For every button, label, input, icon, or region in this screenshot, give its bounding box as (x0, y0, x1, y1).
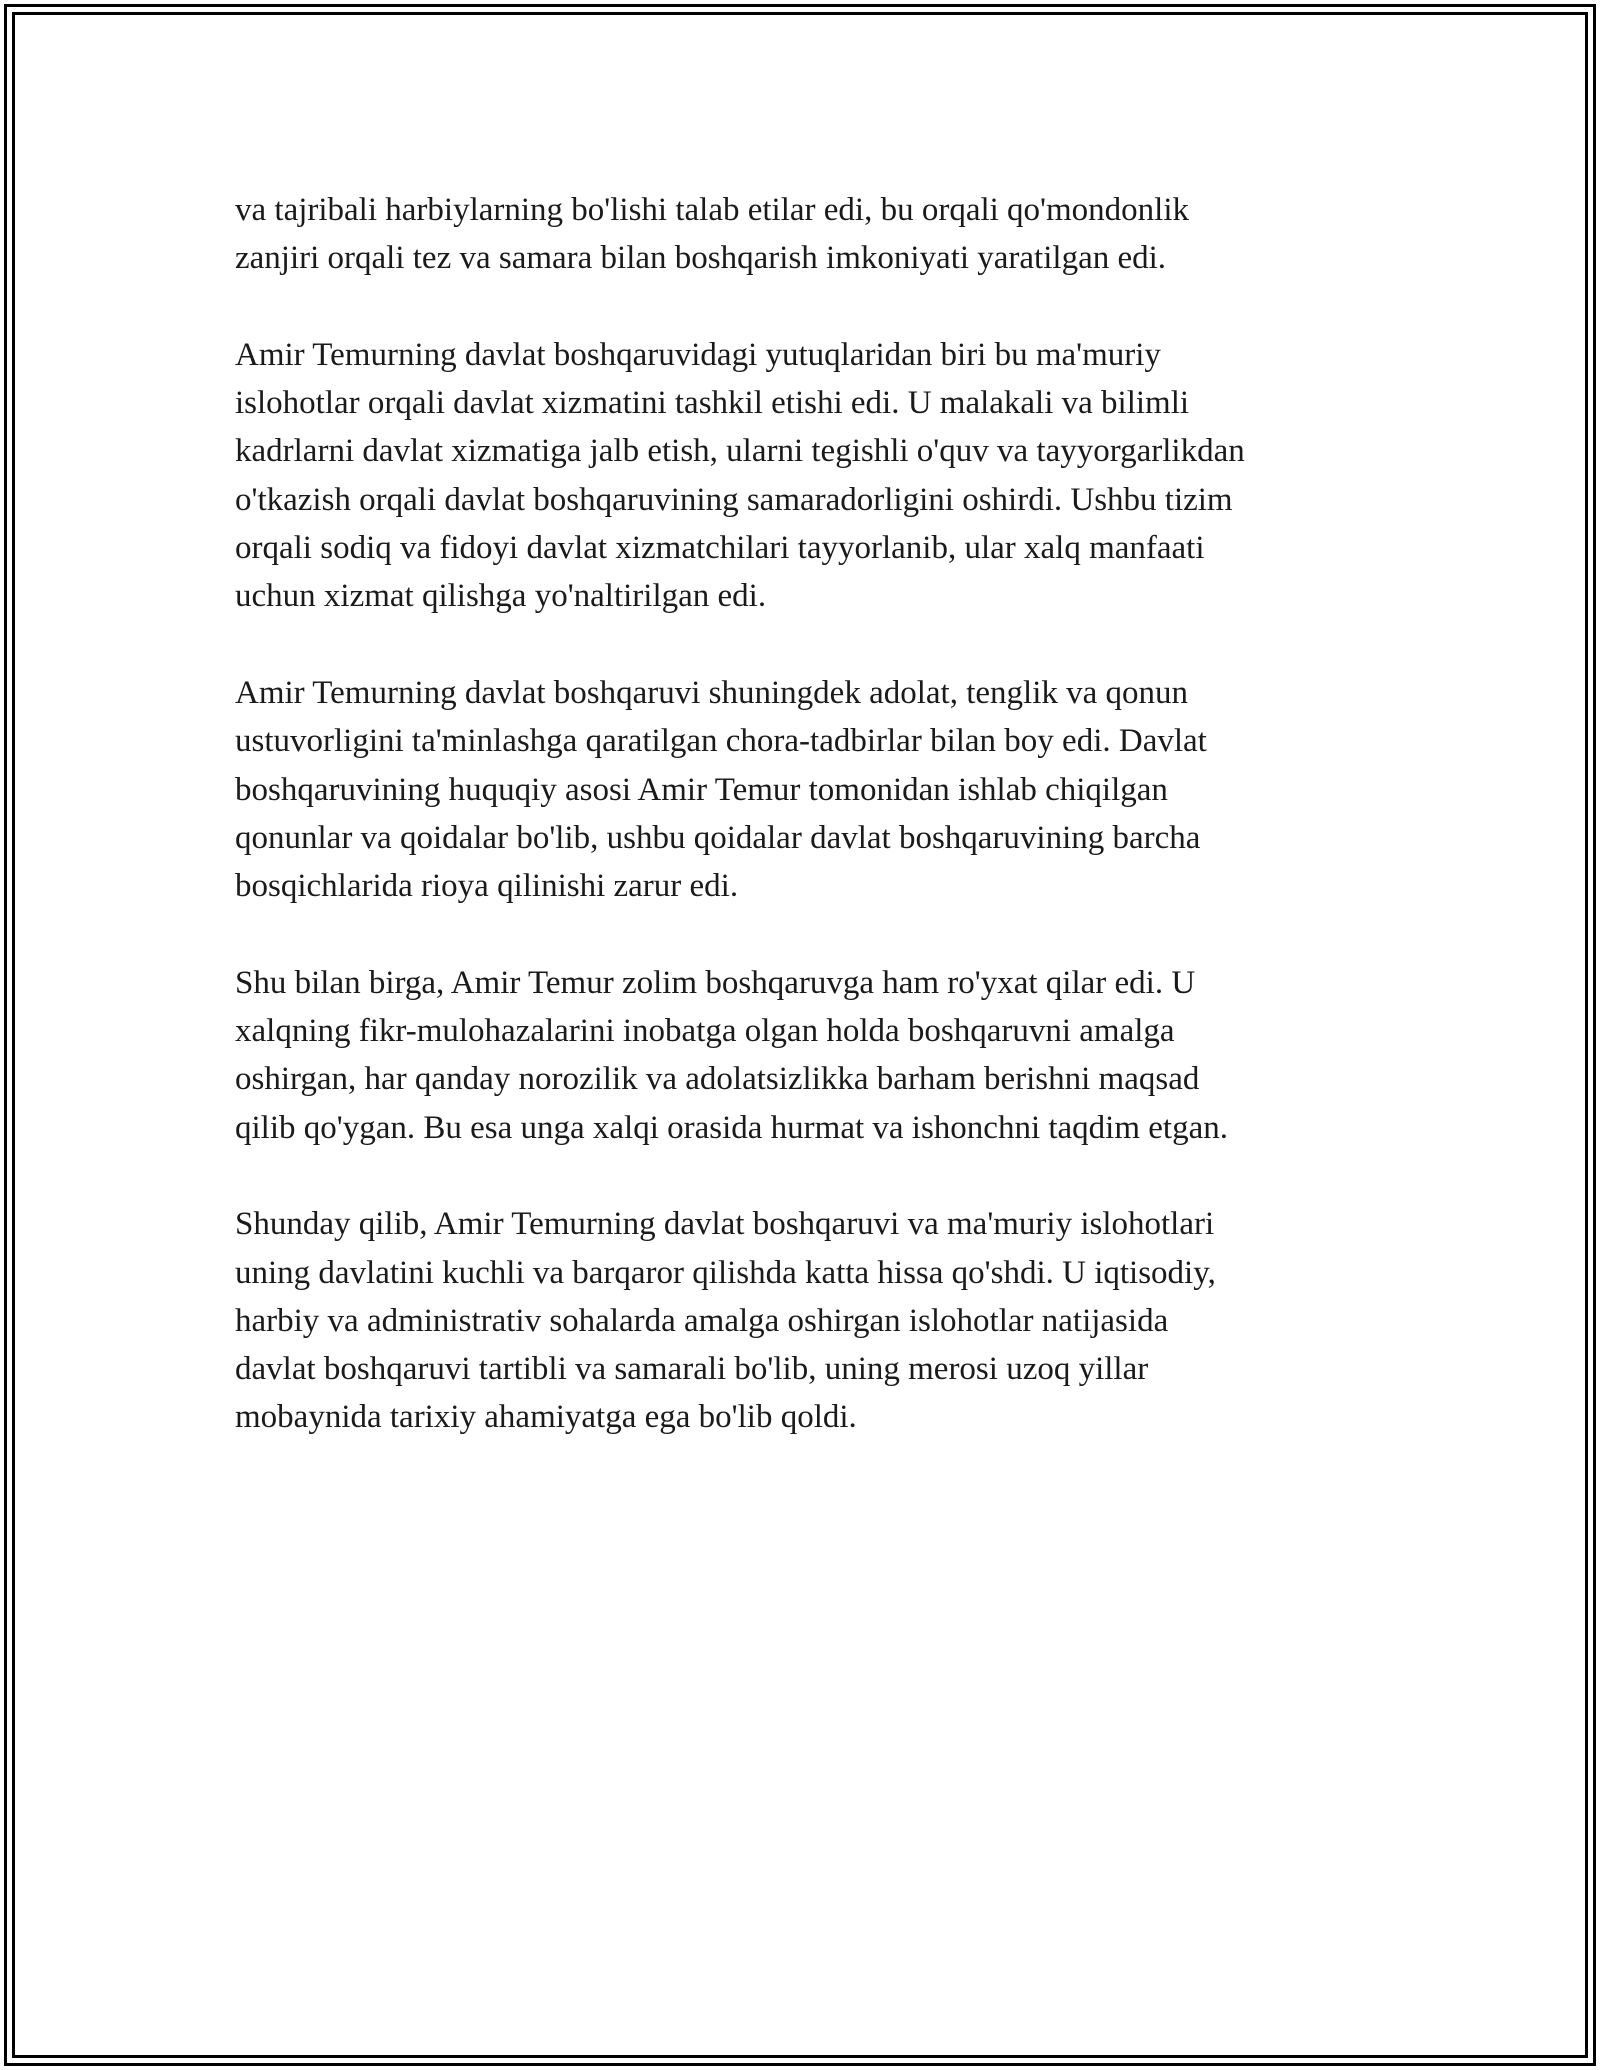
paragraph-3: Amir Temurning davlat boshqaruvi shuningdek adolat, tenglik va qonun ustuvorligini ta'minlashga qaratilgan chora-tadbirlar bilan boy edi. Davlat boshqaruvining huquqiy asosi Amir Temur tomonidan ishlab chiqilgan qonunlar va qoidalar bo'lib, ushbu qoidalar davlat boshqaruvining barcha bosqichlarida rioya qilinishi zarur edi. (235, 674, 1207, 905)
paragraph-5: Shunday qilib, Amir Temurning davlat boshqaruvi va ma'muriy islohotlari uning davlatini kuchli va barqaror qilishda katta hissa qo'shdi. U iqtisodiy, harbiy va administrativ sohalarda amalga oshirgan islohotlar natijasida davlat boshqaruvi tartibli va samarali bo'lib, uning merosi uzoq yillar mobaynida tarixiy ahamiyatga ega bo'lib qoldi. (235, 1206, 1216, 1436)
document-body (235, 186, 1385, 1490)
paragraph-4: Shu bilan birga, Amir Temur zolim boshqaruvga ham ro'yxat qilar edi. U xalqning fikr-mulohazalarini inobatga olgan holda boshqaruvni amalga oshirgan, har qanday norozilik va adolatsizlikka barham berishni maqsad qilib qo'ygan. Bu esa unga xalqi orasida hurmat va ishonchni taqdim etgan. (235, 964, 1228, 1146)
paragraph-1: va tajribali harbiylarning bo'lishi talab etilar edi, bu orqali qo'mondonlik zanjiri orqali tez va samara bilan boshqarish imkoniyati yaratilgan edi. (235, 192, 1190, 277)
paragraph-2: Amir Temurning davlat boshqaruvidagi yutuqlaridan biri bu ma'muriy islohotlar orqali davlat xizmatini tashkil etishi edi. U malakali va bilimli kadrlarni davlat xizmatiga jalb etish, ularni tegishli o'quv va tayyorgarlikdan o'tkazish orqali davlat boshqaruvining samaradorligini oshirdi. Ushbu tizim orqali sodiq va fidoyi davlat xizmatchilari tayyorlanib, ular xalq manfaati uchun xizmat qilishga yo'naltirilgan edi. (235, 336, 1245, 615)
